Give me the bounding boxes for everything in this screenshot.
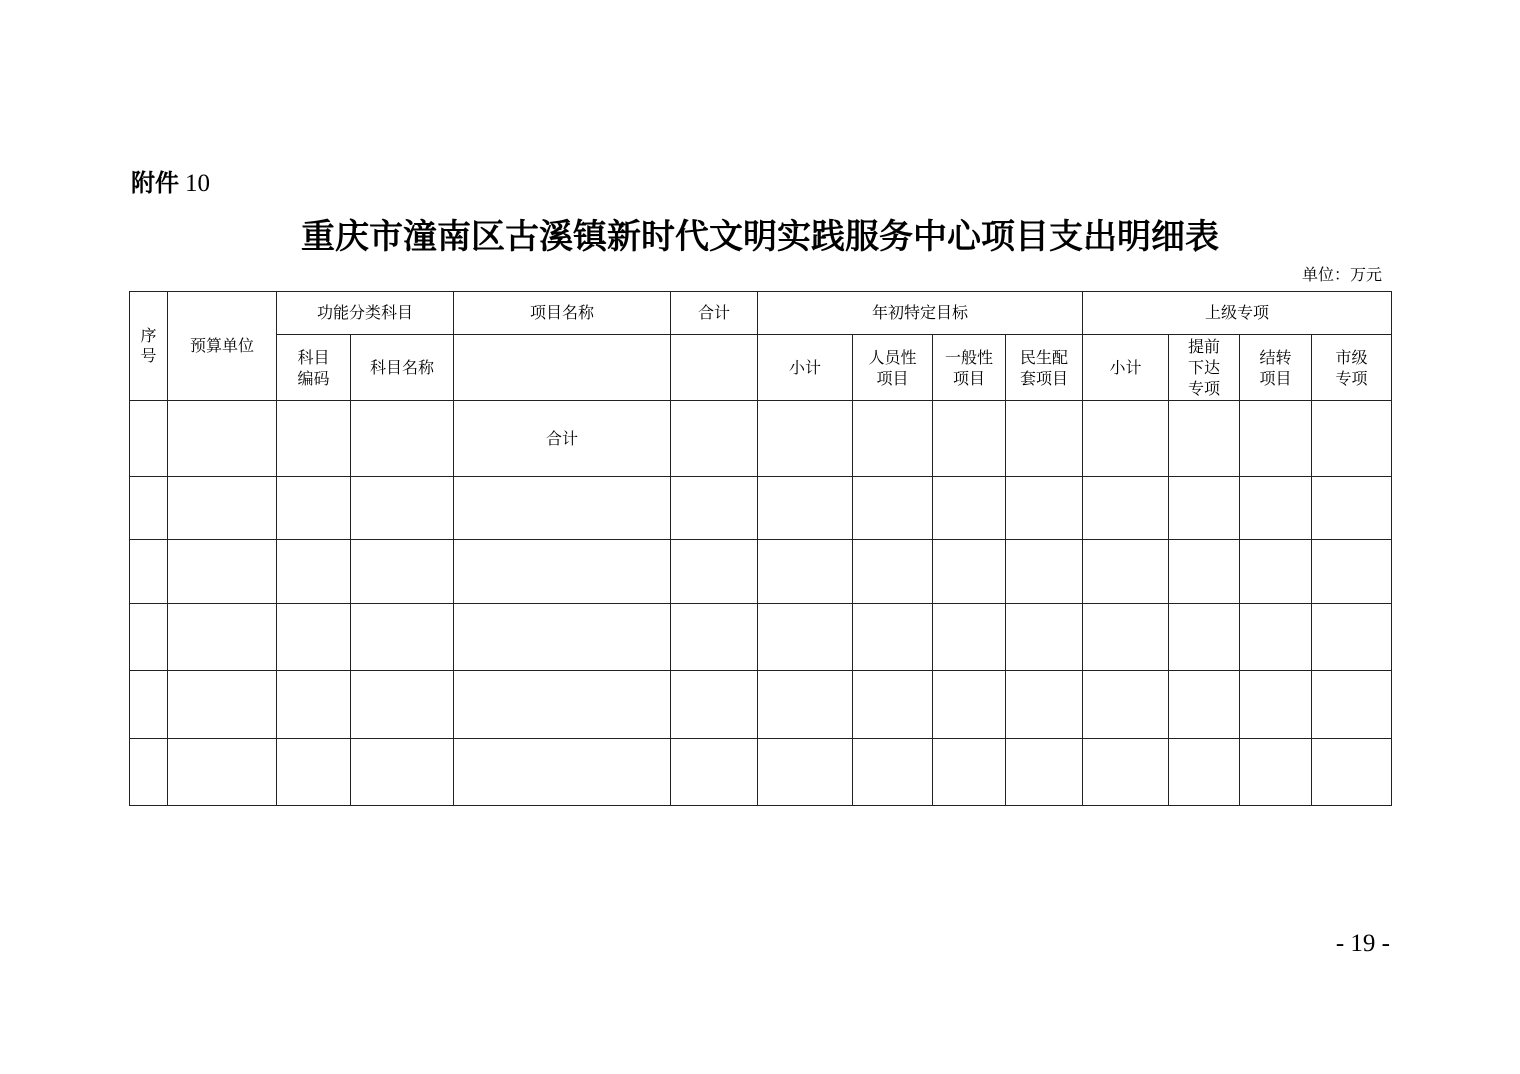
table-cell xyxy=(1083,540,1169,604)
table-cell xyxy=(1169,671,1240,739)
table-cell xyxy=(933,739,1006,806)
header-general: 一般性项目 xyxy=(933,335,1006,401)
table-cell xyxy=(758,477,853,540)
table-cell xyxy=(671,540,758,604)
table-cell xyxy=(758,739,853,806)
header-seq: 序号 xyxy=(130,292,168,401)
table-cell xyxy=(168,401,277,477)
table-cell xyxy=(1312,604,1392,671)
table-cell xyxy=(671,671,758,739)
table-cell xyxy=(1240,671,1312,739)
table-row xyxy=(130,671,1392,739)
table-cell xyxy=(671,604,758,671)
table-cell xyxy=(1169,739,1240,806)
header-annual-subtotal: 小计 xyxy=(758,335,853,401)
table-cell xyxy=(1083,671,1169,739)
table-cell xyxy=(671,739,758,806)
table-cell xyxy=(853,604,933,671)
table-cell xyxy=(853,739,933,806)
table-cell xyxy=(1006,401,1083,477)
table-cell xyxy=(933,604,1006,671)
table-cell xyxy=(130,604,168,671)
header-personnel: 人员性项目 xyxy=(853,335,933,401)
table-cell xyxy=(351,477,454,540)
table-cell xyxy=(671,477,758,540)
table-cell xyxy=(277,739,351,806)
table-cell xyxy=(351,671,454,739)
table-cell xyxy=(454,671,671,739)
table-cell xyxy=(1169,604,1240,671)
attachment-label xyxy=(131,166,210,201)
header-advance: 提前下达专项 xyxy=(1169,335,1240,401)
table-cell xyxy=(277,477,351,540)
total-row-label: 合计 xyxy=(454,401,671,477)
table-cell xyxy=(1083,401,1169,477)
table-cell xyxy=(1312,540,1392,604)
table-cell xyxy=(1006,540,1083,604)
table-cell xyxy=(758,604,853,671)
table-cell xyxy=(130,671,168,739)
table-cell xyxy=(454,604,671,671)
table-cell xyxy=(1006,671,1083,739)
header-row-2 xyxy=(130,335,1392,401)
header-superior-subtotal: 小计 xyxy=(1083,335,1169,401)
table-cell xyxy=(1006,739,1083,806)
table-cell xyxy=(758,671,853,739)
table-cell xyxy=(351,739,454,806)
table-cell xyxy=(933,671,1006,739)
table-cell xyxy=(933,477,1006,540)
table-cell xyxy=(277,540,351,604)
table-cell xyxy=(1312,401,1392,477)
table-cell xyxy=(168,739,277,806)
table-cell xyxy=(1169,540,1240,604)
table-cell xyxy=(1312,671,1392,739)
table-row xyxy=(130,739,1392,806)
table-cell xyxy=(853,671,933,739)
table-cell xyxy=(1083,739,1169,806)
header-superior: 上级专项 xyxy=(1083,292,1392,335)
table-cell xyxy=(454,540,671,604)
table-row xyxy=(130,477,1392,540)
table-cell xyxy=(933,540,1006,604)
header-project-name: 项目名称 xyxy=(454,292,671,335)
table-cell xyxy=(758,540,853,604)
table-cell xyxy=(853,477,933,540)
attachment-number: 10 xyxy=(185,170,210,197)
header-subject-code: 科目编码 xyxy=(277,335,351,401)
table-cell xyxy=(351,540,454,604)
table-cell xyxy=(933,401,1006,477)
unit-label: 单位：万元 xyxy=(1301,265,1382,284)
table-cell xyxy=(454,739,671,806)
header-subject-name: 科目名称 xyxy=(351,335,454,401)
table-cell xyxy=(454,477,671,540)
table-cell xyxy=(168,540,277,604)
table-cell xyxy=(277,401,351,477)
header-budget-unit: 预算单位 xyxy=(168,292,277,401)
table-cell xyxy=(1240,739,1312,806)
table-cell xyxy=(1240,477,1312,540)
header-city: 市级专项 xyxy=(1312,335,1392,401)
page-title: 重庆市潼南区古溪镇新时代文明实践服务中心项目支出明细表 xyxy=(301,217,1219,257)
table-cell xyxy=(1240,540,1312,604)
header-project-name-blank xyxy=(454,335,671,401)
page-number: - 19 - xyxy=(1335,930,1390,957)
table-cell xyxy=(1083,604,1169,671)
header-carryover: 结转项目 xyxy=(1240,335,1312,401)
header-total-blank xyxy=(671,335,758,401)
table-cell xyxy=(853,540,933,604)
table-cell xyxy=(168,604,277,671)
attachment-text: 附件 xyxy=(131,169,179,197)
table-cell xyxy=(1169,477,1240,540)
table-cell xyxy=(351,401,454,477)
table-cell xyxy=(130,401,168,477)
table-cell xyxy=(1083,477,1169,540)
table-cell xyxy=(758,401,853,477)
table-cell xyxy=(277,604,351,671)
table-cell xyxy=(351,604,454,671)
table-cell xyxy=(130,540,168,604)
table-cell xyxy=(168,671,277,739)
total-row xyxy=(130,401,1392,477)
table-row xyxy=(130,540,1392,604)
header-total: 合计 xyxy=(671,292,758,335)
table-cell xyxy=(130,739,168,806)
table-cell xyxy=(168,477,277,540)
header-livelihood: 民生配套项目 xyxy=(1006,335,1083,401)
table-cell xyxy=(1006,604,1083,671)
header-func-class: 功能分类科目 xyxy=(277,292,454,335)
table-cell xyxy=(1312,739,1392,806)
table-cell xyxy=(1240,604,1312,671)
table-cell xyxy=(130,477,168,540)
table-cell xyxy=(1312,477,1392,540)
expenditure-table xyxy=(129,291,1392,806)
header-row-1 xyxy=(130,292,1392,335)
table-cell xyxy=(1240,401,1312,477)
table-cell xyxy=(853,401,933,477)
table-row xyxy=(130,604,1392,671)
table-cell xyxy=(1169,401,1240,477)
table-cell xyxy=(277,671,351,739)
header-annual-target: 年初特定目标 xyxy=(758,292,1083,335)
table-cell xyxy=(671,401,758,477)
table-cell xyxy=(1006,477,1083,540)
